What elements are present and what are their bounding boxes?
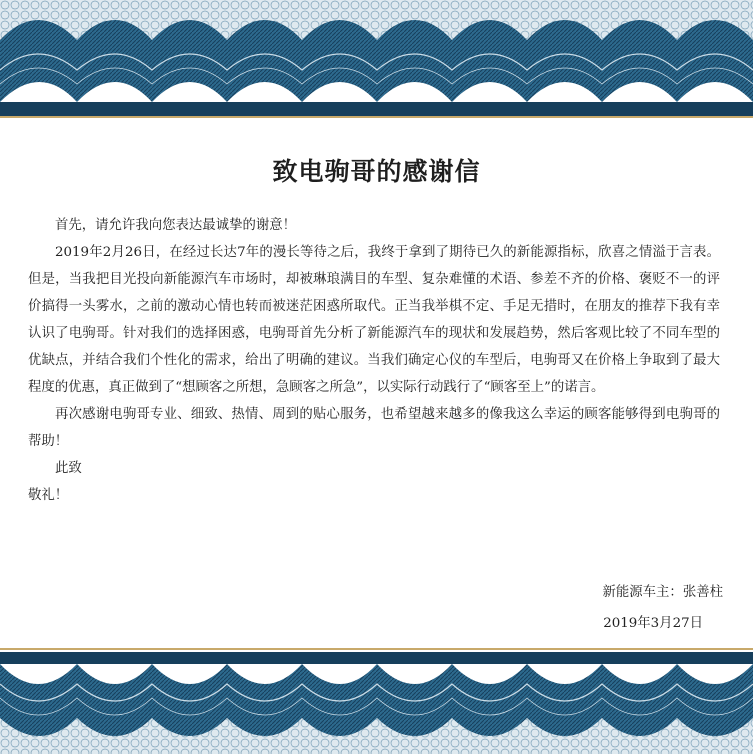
letter-text xyxy=(28,212,720,509)
letter-title: 致电驹哥的感谢信 xyxy=(272,157,481,186)
bottom-border-pattern xyxy=(0,648,753,754)
paragraph-cizhi: 此致 xyxy=(55,461,82,476)
paragraph-greeting: 首先，请允许我向您表达最诚挚的谢意！ xyxy=(55,218,297,233)
letter-date: 2019年3月27日 xyxy=(603,616,703,631)
top-decorative-border xyxy=(0,0,753,120)
letter-body xyxy=(0,120,753,648)
paragraph-story: 2019年2月26日，在经过长达7年的漫长等待之后，我终于拿到了期待已久的新能源指标，欣喜之情溢于言表。但是，当我把目光投向新能源汽车市场时，却被琳琅满目的车型、复杂难懂的术语、参差不齐的价格、褒贬不一的评价搞得一头雾水，之前的激动心情也转而被迷茫困惑所取代。正当我举棋不定、手足无措时，在朋友的推荐下我有幸认识了电驹哥。针对我们的选择困惑，电驹哥首先分析了新能源汽车的现状和发展趋势，然后客观比较了不同车型的优缺点，并结合我们个性化的需求，给出了明确的建议。当我们确定心仪的车型后，电驹哥又在价格上争取到了最大程度的优惠，真正做到了“想顾客之所想，急顾客之所急”，以实际行动践行了“顾客至上”的诺言。 xyxy=(28,245,720,395)
bottom-decorative-border xyxy=(0,648,753,754)
paragraph-thanks: 再次感谢电驹哥专业、细致、热情、周到的贴心服务，也希望越来越多的像我这么幸运的顾客能够得到电驹哥的帮助！ xyxy=(28,407,720,449)
paragraph-jingli: 敬礼！ xyxy=(28,488,69,503)
top-border-pattern xyxy=(0,0,753,120)
signature: 新能源车主：张善柱 xyxy=(602,585,723,600)
